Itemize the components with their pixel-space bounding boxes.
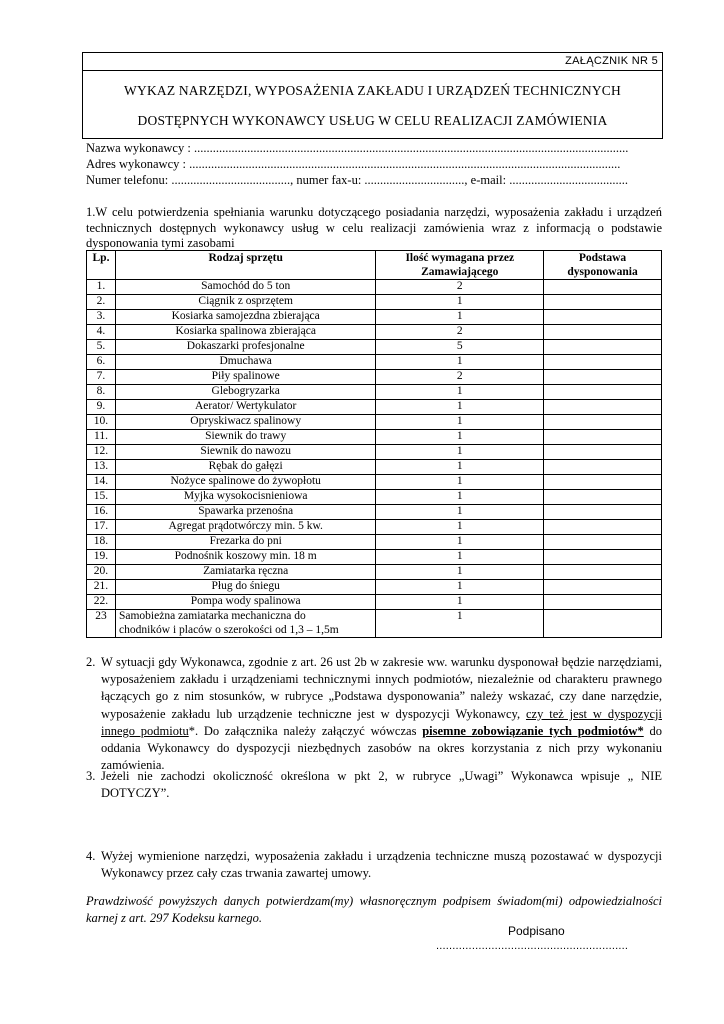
row-basis-cell[interactable]	[544, 430, 662, 445]
point-4-number: 4.	[86, 849, 96, 863]
row-equipment: Piły spalinowe	[115, 370, 375, 385]
row-quantity: 1	[376, 565, 544, 580]
annex-label: ZAŁĄCZNIK NR 5	[565, 55, 658, 67]
row-equipment: Zamiatarka ręczna	[115, 565, 375, 580]
contractor-address-field[interactable]: Adres wykonawcy : ..........................................................................................................................................	[86, 157, 621, 171]
table-header-row	[87, 251, 662, 280]
row-equipment-line1: Samobieżna zamiatarka mechaniczna do	[118, 610, 306, 623]
row-basis-cell[interactable]	[544, 340, 662, 355]
row-basis-cell[interactable]	[544, 415, 662, 430]
table-row	[87, 565, 662, 580]
row-quantity: 1	[376, 445, 544, 460]
row-quantity: 1	[376, 610, 544, 638]
row-equipment: Pług do śniegu	[115, 580, 375, 595]
row-basis-cell[interactable]	[544, 505, 662, 520]
row-quantity: 1	[376, 460, 544, 475]
table-row	[87, 370, 662, 385]
row-basis-cell[interactable]	[544, 475, 662, 490]
row-lp: 12.	[87, 445, 116, 460]
row-quantity: 1	[376, 520, 544, 535]
row-equipment: Dmuchawa	[115, 355, 375, 370]
contractor-contact-field[interactable]: Numer telefonu: ......................................, numer fax-u: ................................, e-mail: ......................................	[86, 173, 628, 187]
row-quantity: 1	[376, 535, 544, 550]
table-row	[87, 430, 662, 445]
row-basis-cell[interactable]	[544, 610, 662, 638]
point-3	[86, 768, 662, 802]
row-quantity: 1	[376, 475, 544, 490]
title-box	[82, 71, 663, 139]
row-quantity: 1	[376, 430, 544, 445]
row-lp: 3.	[87, 310, 116, 325]
point-3-number: 3.	[86, 769, 96, 783]
row-equipment: Spawarka przenośna	[115, 505, 375, 520]
row-equipment: Samochód do 5 ton	[115, 280, 375, 295]
row-equipment: Pompa wody spalinowa	[115, 595, 375, 610]
row-equipment: Opryskiwacz spalinowy	[115, 415, 375, 430]
point-2-text-b: *. Do załącznika należy załączyć wówczas	[188, 723, 423, 738]
table-body	[87, 280, 662, 638]
header-required-quantity: Ilość wymagana przez Zamawiającego	[376, 251, 544, 280]
point-2-text-a: W sytuacji gdy Wykonawca, zgodnie z art. 26 ust 2b w zakresie ww. warunku dysponował będzie narzędziami, wyposażeniem zakładu i urządzeniami technicznymi innych podmiotów, niezależnie od charakteru prawnego łączących go z nim stosunków, w rubryce „Podstawa dysponowania” należy wskazać, czy dane narzędzie, wyposażenie zakładu lub urządzenie techniczne jest w dyspozycji Wykonawcy,	[101, 655, 662, 721]
row-equipment: Dokaszarki profesjonalne	[115, 340, 375, 355]
point-2-bold: pisemne zobowiązanie tych podmiotów*	[422, 723, 644, 738]
table-row	[87, 610, 662, 638]
document-title-line2: DOSTĘPNYCH WYKONAWCY USŁUG W CELU REALIZACJI ZAMÓWIENIA	[137, 113, 608, 128]
row-basis-cell[interactable]	[544, 580, 662, 595]
table-row	[87, 310, 662, 325]
row-lp: 23	[87, 610, 116, 638]
row-quantity: 1	[376, 385, 544, 400]
header-disposal-basis: Podstawa dysponowania	[544, 251, 662, 280]
row-equipment: Myjka wysokocisnieniowa	[115, 490, 375, 505]
table-row	[87, 475, 662, 490]
table-row	[87, 490, 662, 505]
intro-paragraph: 1.W celu potwierdzenia spełniania warunku dotyczącego posiadania narzędzi, wyposażenia zakładu i urządzeń technicznych dostępnych wykonawcy usług w celu realizacji zamówienia wraz z informacją o podstawie dysponowania tymi zasobami	[86, 205, 662, 250]
row-basis-cell[interactable]	[544, 490, 662, 505]
header-lp: Lp.	[87, 251, 116, 280]
row-equipment: Rębak do gałęzi	[115, 460, 375, 475]
table-row	[87, 595, 662, 610]
row-basis-cell[interactable]	[544, 460, 662, 475]
row-basis-cell[interactable]	[544, 280, 662, 295]
point-3-text: Jeżeli nie zachodzi okoliczność określona w pkt 2, w rubryce „Uwagi” Wykonawca wpisuje „ NIE DOTYCZY”.	[101, 769, 662, 800]
table-row	[87, 400, 662, 415]
document-title-line1: WYKAZ NARZĘDZI, WYPOSAŻENIA ZAKŁADU I URZĄDZEŃ TECHNICZNYCH	[124, 83, 621, 98]
equipment-table	[86, 250, 662, 638]
row-basis-cell[interactable]	[544, 595, 662, 610]
annex-box	[82, 52, 663, 71]
row-lp: 8.	[87, 385, 116, 400]
row-quantity: 1	[376, 550, 544, 565]
row-quantity: 1	[376, 415, 544, 430]
row-equipment: Podnośnik koszowy min. 18 m	[115, 550, 375, 565]
table-row	[87, 295, 662, 310]
row-lp: 11.	[87, 430, 116, 445]
row-lp: 15.	[87, 490, 116, 505]
table-row	[87, 460, 662, 475]
table-row	[87, 550, 662, 565]
row-equipment: Nożyce spalinowe do żywopłotu	[115, 475, 375, 490]
table-row	[87, 355, 662, 370]
row-lp: 2.	[87, 295, 116, 310]
row-basis-cell[interactable]	[544, 385, 662, 400]
point-2-number: 2.	[86, 655, 96, 669]
row-quantity: 1	[376, 400, 544, 415]
row-lp: 5.	[87, 340, 116, 355]
row-basis-cell[interactable]	[544, 520, 662, 535]
row-equipment: Aerator/ Wertykulator	[115, 400, 375, 415]
table-row	[87, 340, 662, 355]
point-2-text	[86, 654, 662, 774]
table-row	[87, 535, 662, 550]
row-lp: 7.	[87, 370, 116, 385]
row-lp: 6.	[87, 355, 116, 370]
row-basis-cell[interactable]	[544, 565, 662, 580]
row-lp: 17.	[87, 520, 116, 535]
table-row	[87, 580, 662, 595]
point-4-text: Wyżej wymienione narzędzi, wyposażenia zakładu i urządzenia techniczne muszą pozostawać w dyspozycji Wykonawcy przez cały czas trwania zawartej umowy.	[101, 849, 662, 880]
table-row	[87, 445, 662, 460]
row-basis-cell[interactable]	[544, 400, 662, 415]
row-basis-cell[interactable]	[544, 535, 662, 550]
header-equipment-type: Rodzaj sprzętu	[115, 251, 375, 280]
row-quantity: 1	[376, 310, 544, 325]
row-lp: 18.	[87, 535, 116, 550]
table-row	[87, 280, 662, 295]
signature-label: Podpisano	[508, 924, 565, 938]
row-lp: 20.	[87, 565, 116, 580]
row-lp: 16.	[87, 505, 116, 520]
point-2-underlined: czy też jest w dyspozycji innego podmiotu	[101, 706, 662, 738]
row-quantity: 1	[376, 490, 544, 505]
point-2-text-c: do oddania Wykonawcy do dyspozycji niezbędnych zasobów na okres korzystania z nich przy wykonaniu zamówienia.	[101, 723, 662, 773]
table-row	[87, 415, 662, 430]
table-row	[87, 385, 662, 400]
row-equipment	[115, 610, 375, 638]
row-quantity: 2	[376, 280, 544, 295]
row-equipment: Siewnik do trawy	[115, 430, 375, 445]
row-quantity: 1	[376, 295, 544, 310]
row-basis-cell[interactable]	[544, 325, 662, 340]
row-equipment: Kosiarka spalinowa zbierająca	[115, 325, 375, 340]
row-lp: 1.	[87, 280, 116, 295]
row-basis-cell[interactable]	[544, 295, 662, 310]
row-lp: 19.	[87, 550, 116, 565]
row-equipment: Frezarka do pni	[115, 535, 375, 550]
row-basis-cell[interactable]	[544, 310, 662, 325]
row-quantity: 5	[376, 340, 544, 355]
row-lp: 21.	[87, 580, 116, 595]
row-quantity: 1	[376, 580, 544, 595]
row-basis-cell[interactable]	[544, 550, 662, 565]
row-lp: 4.	[87, 325, 116, 340]
row-basis-cell[interactable]	[544, 370, 662, 385]
row-basis-cell[interactable]	[544, 355, 662, 370]
contractor-name-field[interactable]: Nazwa wykonawcy : ...........................................................................................................................................	[86, 141, 629, 155]
table-row	[87, 325, 662, 340]
row-quantity: 2	[376, 370, 544, 385]
row-equipment: Kosiarka samojezdna zbierająca	[115, 310, 375, 325]
table-row	[87, 520, 662, 535]
row-equipment: Ciągnik z osprzętem	[115, 295, 375, 310]
row-lp: 14.	[87, 475, 116, 490]
point-4	[86, 848, 662, 882]
row-equipment: Glebogryzarka	[115, 385, 375, 400]
point-2	[86, 654, 662, 774]
row-lp: 22.	[87, 595, 116, 610]
row-basis-cell[interactable]	[544, 445, 662, 460]
row-lp: 9.	[87, 400, 116, 415]
signature-line[interactable]: ...........................................................	[436, 940, 629, 952]
row-quantity: 1	[376, 505, 544, 520]
row-equipment-line2: chodników i placów o szerokości od 1,3 – 1,5m	[118, 623, 339, 636]
row-equipment: Siewnik do nawozu	[115, 445, 375, 460]
row-lp: 13.	[87, 460, 116, 475]
row-quantity: 2	[376, 325, 544, 340]
row-quantity: 1	[376, 595, 544, 610]
declaration-text: Prawdziwość powyższych danych potwierdzam(my) własnoręcznym podpisem świadom(mi) odpowiedzialności karnej z art. 297 Kodeksu karnego.	[86, 894, 662, 925]
row-quantity: 1	[376, 355, 544, 370]
row-lp: 10.	[87, 415, 116, 430]
row-equipment: Agregat prądotwórczy min. 5 kw.	[115, 520, 375, 535]
table-row	[87, 505, 662, 520]
